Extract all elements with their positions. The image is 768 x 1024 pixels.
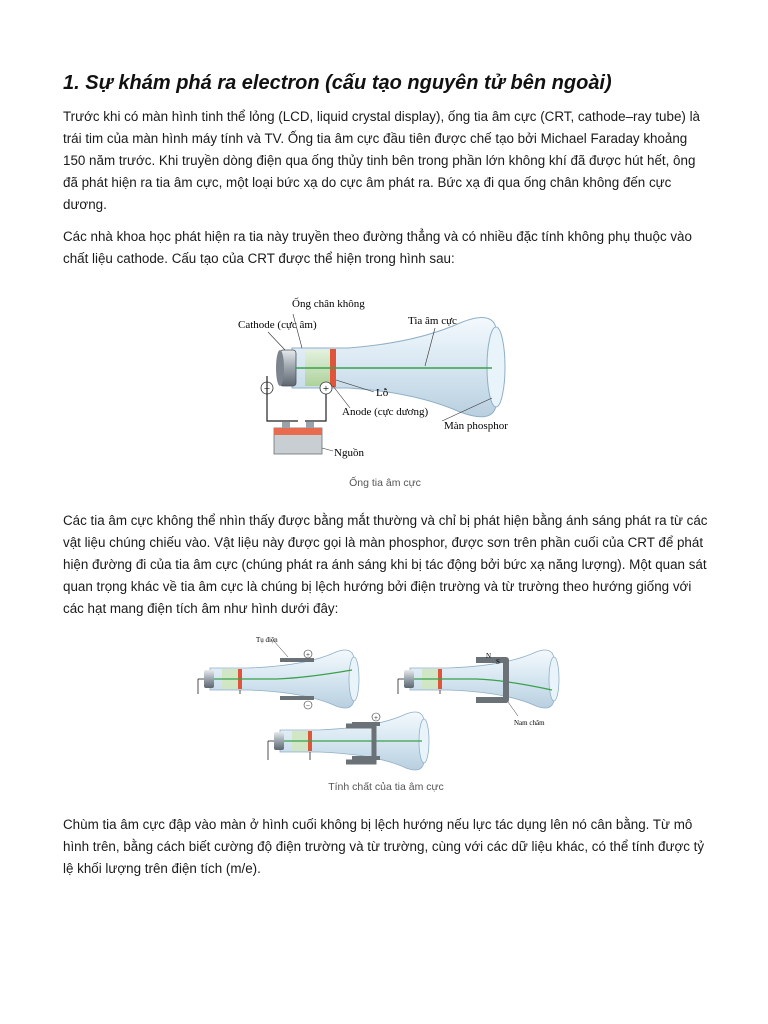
tube-combined-fields xyxy=(268,712,429,770)
tube-electric-field xyxy=(198,636,359,710)
paragraph-intro: Trước khi có màn hình tinh thể lỏng (LCD, liquid crystal display), ống tia âm cực (CRT, cathode–ray tube) là trái tim của màn hình máy tính và TV. Ống tia âm cực đầu tiên được chế tạo bởi Michael Faraday khoảng 150 năm trước. Khi truyền dòng điện qua ống thủy tinh bên trong phần lớn không khí đã được hút hết, ông đã phát hiện ra tia âm cực, một loại bức xạ do cực âm phát ra. Bức xạ đi qua ống chân không đến cực dương. xyxy=(63,109,701,212)
figure2-caption: Tính chất của tia âm cực xyxy=(328,781,444,793)
label-source: Nguồn xyxy=(334,447,364,459)
figure1-caption: Ống tia âm cực xyxy=(349,477,421,489)
label-anode: Anode (cực dương) xyxy=(342,406,429,418)
anode-terminal-sign: + xyxy=(322,383,330,395)
label-capacitor: Tụ điện xyxy=(256,636,278,644)
paragraph-conclusion: Chùm tia âm cực đập vào màn ở hình cuối không bị lệch hướng nếu lực tác dụng lên nó cân bằng. Từ mô hình trên, bằng cách biết cường độ điện trường và từ trường, cùng với các dữ liệu khác, có thể tính được tỷ lệ khối lượng trên điện tích (m/e). xyxy=(63,817,705,876)
svg-text:+: + xyxy=(306,651,310,659)
label-hole: Lỗ xyxy=(376,387,389,399)
cathode-terminal-sign: − xyxy=(263,383,271,395)
svg-text:−: − xyxy=(306,702,310,710)
label-cathode: Cathode (cực âm) xyxy=(238,319,317,331)
label-screen: Màn phosphor xyxy=(444,420,508,432)
svg-text:N: N xyxy=(486,652,492,660)
deflection-diagram xyxy=(196,630,576,795)
section-heading: 1. Sự khám phá ra electron (cấu tạo nguyên tử bên ngoài) xyxy=(63,72,612,94)
label-ray: Tia âm cực xyxy=(408,315,457,327)
label-magnet: Nam châm xyxy=(514,719,545,727)
crt-diagram xyxy=(230,288,540,493)
svg-text:S: S xyxy=(496,658,500,666)
paragraph-crt-structure: Các nhà khoa học phát hiện ra tia này truyền theo đường thẳng và có nhiều đặc tính không phụ thuộc vào chất liệu cathode. Cấu tạo của CRT được thể hiện trong hình sau: xyxy=(63,229,692,266)
label-vacuum-tube: Ống chân không xyxy=(292,298,365,310)
phosphor-screen xyxy=(487,327,505,407)
circuit-wire-right xyxy=(305,394,326,421)
capacitor-plate-bottom xyxy=(280,696,314,700)
svg-text:+: + xyxy=(374,714,378,722)
paragraph-deflection: Các tia âm cực không thể nhìn thấy được bằng mắt thường và chỉ bị phát hiện bằng ánh sáng phát ra từ các vật liệu chúng chiếu vào. Vật liệu này được gọi là màn phosphor, được sơn trên phần cuối của CRT để phát hiện đường đi của tia âm cực (chúng phát ra ánh sáng khi bị tác động bởi bức xạ năng lượng). Một quan sát quan trọng khác về tia âm cực là chúng bị lệch hướng bởi điện trường và từ trường theo hướng giống với các hạt mang điện tích âm như hình dưới đây: xyxy=(63,513,708,616)
